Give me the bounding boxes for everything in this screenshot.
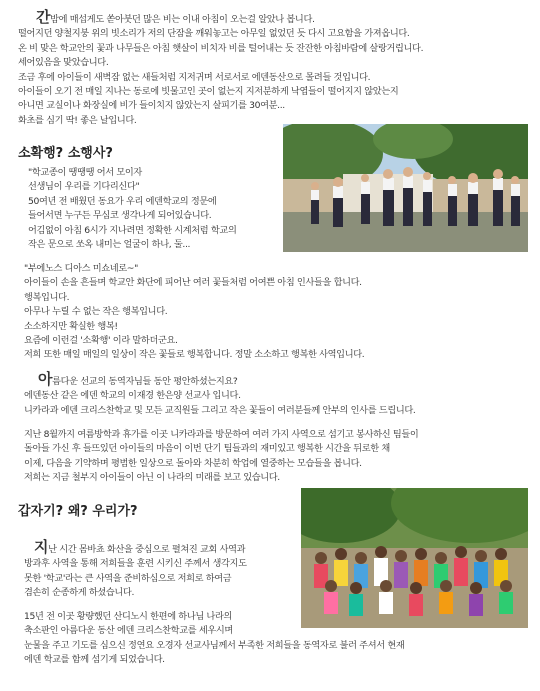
text-line: 이제, 다음을 기약하며 평범한 일상으로 돌아와 차분히 학업에 열중하는 모습들을 봅니다. — [24, 457, 362, 469]
text-line: 돌아들 가신 후 들뜨있던 아이들의 마음이 이번 단기 팀들과의 재미있고 행복한 시간을 뒤로한 채 — [24, 443, 390, 455]
text-line: 조금 후에 아이들이 새벽잠 없는 새들처럼 지저귀며 서로서로 에덴동산으로 몰려들 것입니다. — [18, 71, 371, 83]
text-line: 15년 전 이곳 황량했던 산디노시 한편에 하나님 나라의 — [24, 611, 233, 622]
text-line: 선생님이 우리를 기다리신다" — [28, 181, 140, 193]
text-line: 작은 문으로 쏘옥 내미는 얼굴이 하나, 둘... — [28, 239, 191, 251]
text-line: 축소판인 아름다운 동산 에덴 크리스찬학교를 세우시며 — [24, 625, 233, 637]
text-line: 지난 8월까지 여름방학과 휴가를 이곳 니카라과를 방문하여 여러 가지 사역으로 섬기고 봉사하신 팀들이 — [24, 429, 419, 440]
text-line: 에덴동산 같은 에덴 학교의 이재경 한은양 선교사 입니다. — [24, 390, 241, 402]
text-line: 어김없이 아침 6시가 지나려면 정확한 시계처럼 학교의 — [28, 224, 237, 236]
intro-paragraph — [18, 10, 423, 128]
text-line: 름다운 선교의 동역자님들 동안 평안하셨는지요? — [52, 376, 238, 387]
drop-cap: 아 — [38, 370, 53, 388]
text-line: 겸손히 순종하게 하셨습니다. — [24, 587, 135, 599]
section2-paragraph-1 — [24, 540, 247, 601]
text-line: 에덴 학교를 함께 섬기게 되었습니다. — [24, 654, 165, 666]
text-line: 아니면 교실이나 화장실에 비가 들이치지 않았는지 살피기를 30여분... — [18, 100, 285, 112]
section-heading: 소확행? 소행사? — [18, 146, 113, 161]
section1-paragraph-1 — [28, 166, 236, 252]
school-gate-photo — [283, 124, 528, 252]
section1-paragraph-4 — [24, 428, 418, 486]
text-line: 소소하지만 확실한 행복! — [24, 320, 118, 332]
section2-paragraph-2 — [24, 610, 404, 668]
text-line: 행복입니다. — [24, 291, 70, 303]
section1-paragraph-2 — [24, 262, 364, 363]
text-line: "부에노스 디아스 미쇼네로~" — [24, 263, 139, 274]
text-line: 밤에 매섭게도 쏟아붓던 많은 비는 이내 아침이 오는걸 알았나 봅니다. — [50, 14, 315, 25]
text-line: 떨어지던 양철지붕 위의 빗소리가 저의 단잠을 깨워놓고는 아무일 없었던 듯 다시 고요함을 가져옵니다. — [18, 28, 410, 40]
students-group-photo — [301, 488, 528, 628]
text-line: 아무나 누릴 수 없는 작은 행복입니다. — [24, 306, 168, 318]
section1-paragraph-3 — [24, 372, 415, 418]
text-line: 요즘에 이런걸 '소확행' 이라 말하더군요. — [24, 335, 178, 347]
text-line: 저희는 지금 철부지 아이들이 아닌 이 나라의 미래를 보고 있습니다. — [24, 472, 280, 484]
text-line: 못한 '학교'라는 큰 사역을 준비하심으로 저희로 하여금 — [24, 572, 232, 584]
text-line: 세어있음을 맞았습니다. — [18, 57, 109, 69]
text-line: 50여년 전 배웠던 동요가 우리 에덴학교의 정문에 — [28, 195, 217, 207]
text-line: 화초를 심기 딱! 좋은 날입니다. — [18, 114, 137, 126]
drop-cap: 지 — [34, 538, 49, 556]
text-line: 난 시간 몸바쵸 화산을 중심으로 펼쳐진 교회 사역과 — [48, 544, 246, 555]
text-line: 들어서면 누구든 무심코 생각나게 되어있습니다. — [28, 210, 212, 222]
drop-cap: 간 — [36, 8, 51, 26]
text-line: 저희 또한 매일 매일의 일상이 작은 꽃들로 행복합니다. 정말 소소하고 행복한 사역입니다. — [24, 349, 365, 361]
text-line: 아이들이 오기 전 매일 지나는 동로에 빗물고인 곳이 없는지 지저분하게 낙엽들이 떨어지지 않았는지 — [18, 86, 399, 98]
text-line: 온 비 맞은 학교안의 꽃과 나무들은 아침 햇살이 비치자 비를 털어내는 듯 잔잔한 아침바람에 살랑거립니다. — [18, 42, 424, 54]
text-line: 아이들이 손을 흔들며 학교안 화단에 피어난 여러 꽃들처럼 어여쁜 아침 인사들을 합니다. — [24, 277, 362, 289]
text-line: 방과후 사역을 통해 저희들을 훈련 시키신 주께서 생각지도 — [24, 558, 247, 570]
text-line: 눈물을 주고 기도를 심으신 정연요 오경자 선교사님께서 부족한 저희들을 동역자로 불러 주셔서 현재 — [24, 639, 405, 651]
section-heading: 갑자기? 왜? 우리가? — [18, 504, 138, 519]
text-line: 니카라과 에덴 크리스찬학교 및 모든 교직원들 그리고 작은 꽃들이 여러분들께 안부의 인사를 드립니다. — [24, 404, 416, 416]
text-line: "학교종이 땡땡땡 어서 모이자 — [28, 167, 142, 178]
